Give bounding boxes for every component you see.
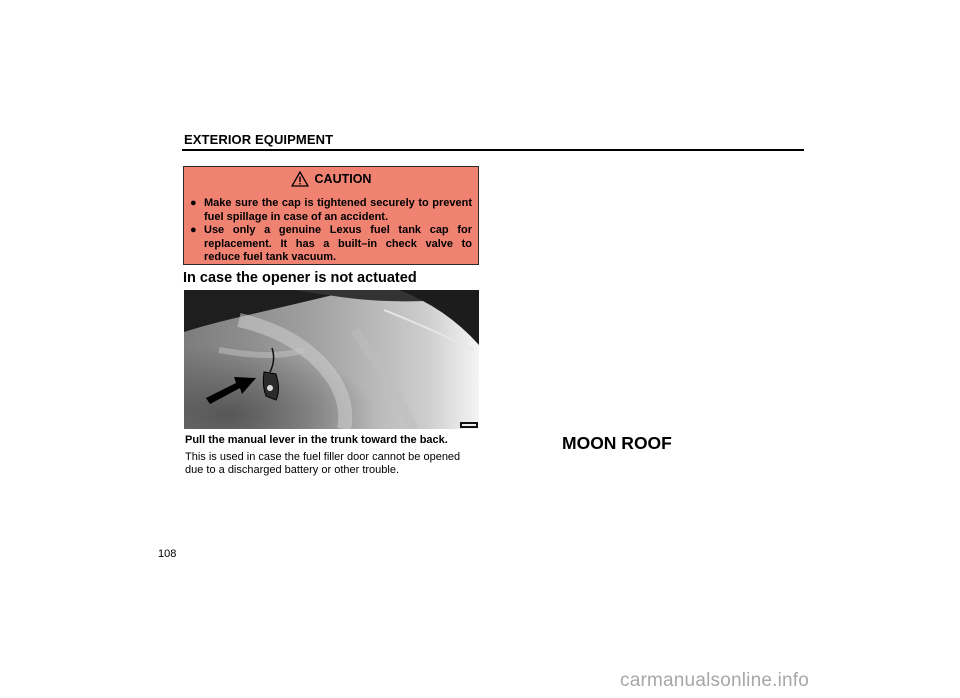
- caution-heading: [184, 171, 478, 187]
- manual-lever-photo: [184, 290, 479, 429]
- caution-bullet-text: Use only a genuine Lexus fuel tank cap for replacement. It has a built–in check valve to reduce fuel tank vacuum.: [204, 224, 472, 263]
- bullet-dot: ●: [190, 197, 197, 209]
- caution-bullet-text: Make sure the cap is tightened securely to prevent fuel spillage in case of an accident.: [204, 197, 472, 223]
- instruction-text: Pull the manual lever in the trunk toward the back.: [185, 434, 448, 446]
- explanation-text: This is used in case the fuel filler door cannot be opened due to a discharged battery or other trouble.: [185, 451, 461, 476]
- page-number: 108: [158, 548, 177, 560]
- bullet-dot: ●: [190, 224, 197, 236]
- watermark: carmanualsonline.info: [620, 670, 810, 691]
- caution-title: CAUTION: [314, 172, 372, 186]
- caution-box: [183, 166, 479, 265]
- caution-bullet: [190, 197, 472, 224]
- section-heading: In case the opener is not actuated: [183, 270, 417, 286]
- caution-bullet: [190, 224, 472, 265]
- warning-triangle-icon: [291, 171, 309, 187]
- next-section-title: MOON ROOF: [562, 433, 672, 453]
- header-divider: [182, 149, 804, 151]
- page-header-title: EXTERIOR EQUIPMENT: [184, 132, 334, 147]
